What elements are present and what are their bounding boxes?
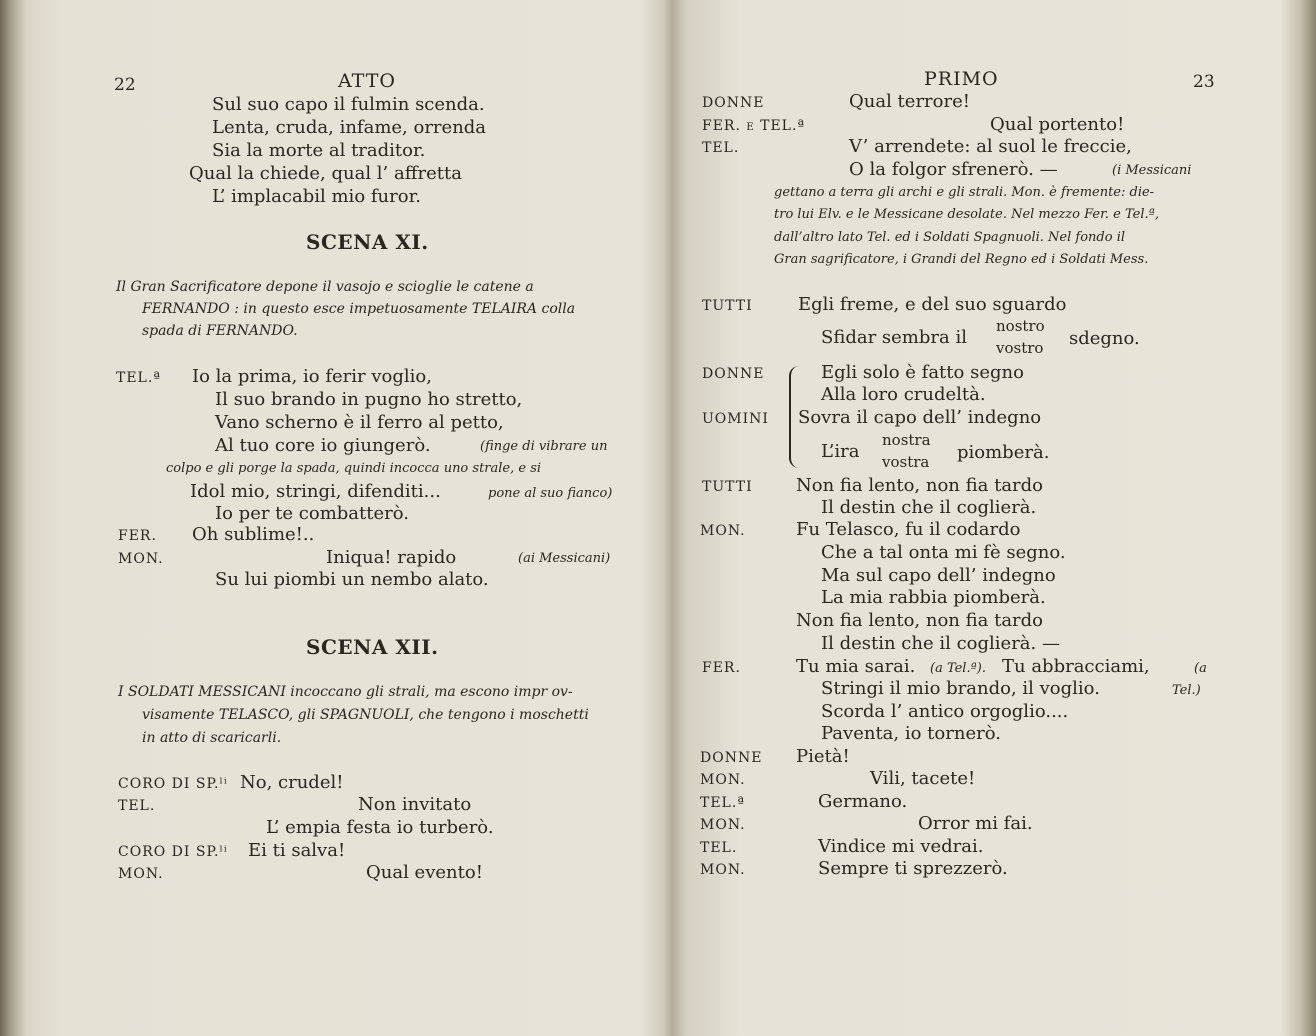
stage-direction: colpo e gli porge la spada, quindi incocca uno strale, e si — [166, 461, 542, 476]
stage-direction: spada di FERNANDO. — [142, 323, 298, 339]
verse-line: Oh sublime!.. — [192, 524, 315, 545]
speaker-label: DONNE — [700, 750, 763, 766]
verse-line: L’ implacabil mio furor. — [212, 186, 421, 207]
speaker-label: MON. — [700, 862, 746, 878]
stacked-word-top: nostro — [996, 317, 1045, 335]
verse-line: Tu abbracciami, — [1002, 656, 1150, 677]
speaker-label: TUTTI — [702, 479, 753, 495]
verse-line: Scorda l’ antico orgoglio.... — [821, 701, 1069, 722]
verse-line: Egli solo è fatto segno — [821, 362, 1024, 383]
stage-aside: (a — [1194, 661, 1207, 676]
verse-line: Stringi il mio brando, il voglio. — [821, 678, 1100, 699]
speaker-label: CORO DI SP.ˡⁱ — [118, 776, 228, 792]
verse-line: Non invitato — [358, 794, 472, 815]
stage-direction: tro lui Elv. e le Messicane desolate. Nel mezzo Fer. e Tel.ª, — [774, 207, 1159, 222]
speaker-label: TUTTI — [702, 298, 753, 314]
verse-line-start: Sfidar sembra il — [821, 327, 967, 348]
verse-line: Su lui piombi un nembo alato. — [215, 569, 489, 590]
verse-line: Paventa, io tornerò. — [821, 723, 1001, 744]
verse-line: Egli freme, e del suo sguardo — [798, 294, 1067, 315]
speaker-label: TEL. — [118, 798, 156, 814]
scene-title: SCENA XII. — [306, 635, 439, 659]
verse-line: Qual la chiede, qual l’ affretta — [189, 163, 462, 184]
stage-direction: dall’altro lato Tel. ed i Soldati Spagnuoli. Nel fondo il — [774, 230, 1126, 245]
running-head: ATTO — [338, 70, 396, 92]
stage-direction: Gran sagrificatore, i Grandi del Regno ed i Soldati Mess. — [774, 252, 1149, 267]
verse-line: Ei ti salva! — [248, 840, 346, 861]
verse-line: Non fia lento, non fia tardo — [796, 610, 1044, 631]
stage-direction: in atto di scaricarli. — [142, 730, 282, 746]
speaker-label: FER. e TEL.ª — [702, 118, 806, 134]
speaker-label: MON. — [700, 817, 746, 833]
stage-direction: gettano a terra gli archi e gli strali. Mon. è fremente: die- — [774, 185, 1155, 200]
verse-line: Io per te combatterò. — [215, 503, 409, 524]
stage-direction: I SOLDATI MESSICANI incoccano gli strali, ma escono impr ov- — [118, 684, 573, 700]
verse-line: Iniqua! rapido — [326, 547, 457, 568]
stacked-word-bottom: vostra — [882, 453, 930, 471]
running-head: PRIMO — [924, 68, 999, 90]
stage-aside: Tel.) — [1172, 683, 1201, 698]
verse-line: Fu Telasco, fu il codardo — [796, 519, 1021, 540]
verse-line: Vano scherno è il ferro al petto, — [215, 412, 504, 433]
verse-line: Qual portento! — [990, 114, 1125, 135]
speaker-label: MON. — [118, 866, 164, 882]
verse-line-end: sdegno. — [1069, 328, 1140, 349]
verse-line: Il destin che il coglierà. — — [821, 633, 1060, 654]
verse-line: Vindice mi vedrai. — [818, 836, 984, 857]
stage-direction: Il Gran Sacrificatore depone il vasojo e scioglie le catene a — [116, 279, 534, 295]
speaker-label: TEL. — [700, 840, 738, 856]
verse-line: La mia rabbia piomberà. — [821, 587, 1046, 608]
speaker-label: CORO DI SP.ˡⁱ — [118, 844, 228, 860]
verse-line: Alla loro crudeltà. — [821, 384, 986, 405]
verse-line: Sul suo capo il fulmin scenda. — [212, 94, 485, 115]
verse-line: Germano. — [818, 791, 908, 812]
speaker-label: TEL.ª — [116, 370, 161, 386]
page-number: 22 — [114, 75, 136, 95]
verse-line: Orror mi fai. — [918, 813, 1033, 834]
page-number: 23 — [1193, 72, 1215, 92]
speaker-label: FER. — [118, 528, 157, 544]
stage-aside: (i Messicani — [1112, 163, 1192, 178]
verse-line-end: piomberà. — [957, 442, 1050, 463]
stage-aside: (ai Messicani) — [518, 551, 611, 566]
stacked-word-bottom: vostro — [996, 339, 1044, 357]
verse-line: Qual evento! — [366, 862, 483, 883]
stage-aside: (a Tel.ª). — [930, 661, 986, 676]
verse-line: Al tuo core io giungerò. — [215, 435, 431, 456]
stacked-word-top: nostra — [882, 431, 931, 449]
verse-line: Pietà! — [796, 746, 850, 767]
speaker-label: MON. — [700, 772, 746, 788]
verse-line: No, crudel! — [240, 772, 344, 793]
verse-line: Il suo brando in pugno ho stretto, — [215, 389, 523, 410]
speaker-label: DONNE — [702, 366, 765, 382]
stage-aside: (finge di vibrare un — [480, 439, 608, 454]
verse-line: Sia la morte al traditor. — [212, 140, 426, 161]
speaker-label: UOMINI — [702, 411, 769, 427]
speaker-label: FER. — [702, 660, 741, 676]
right-page — [672, 0, 1316, 1036]
verse-line-start: L’ira — [821, 441, 860, 462]
verse-line: Sempre ti sprezzerò. — [818, 858, 1008, 879]
verse-line: Vili, tacete! — [870, 768, 976, 789]
verse-line: Ma sul capo dell’ indegno — [821, 565, 1056, 586]
verse-line: Non fia lento, non fia tardo — [796, 475, 1044, 496]
stage-direction: visamente TELASCO, gli SPAGNUOLI, che tengono i moschetti — [142, 707, 589, 723]
speaker-label: DONNE — [702, 95, 765, 111]
speaker-label: MON. — [118, 551, 164, 567]
speaker-label: TEL. — [702, 140, 740, 156]
verse-line: O la folgor sfrenerò. — — [849, 159, 1058, 180]
verse-line: Tu mia sarai. — [796, 656, 916, 677]
speaker-label: MON. — [700, 523, 746, 539]
verse-line: Che a tal onta mi fè segno. — [821, 542, 1066, 563]
speaker-label: TEL.ª — [700, 795, 745, 811]
verse-line: Io la prima, io ferir voglio, — [192, 366, 432, 387]
scene-title: SCENA XI. — [306, 230, 429, 254]
verse-line: V’ arrendete: al suol le freccie, — [849, 136, 1132, 157]
stage-aside: pone al suo fianco) — [488, 486, 613, 501]
verse-line: Lenta, cruda, infame, orrenda — [212, 117, 487, 138]
verse-line: Sovra il capo dell’ indegno — [798, 407, 1042, 428]
stage-direction: FERNANDO : in questo esce impetuosamente TELAIRA colla — [142, 301, 576, 317]
verse-line: Il destin che il coglierà. — [821, 497, 1037, 518]
verse-line: Idol mio, stringi, difenditi... — [190, 481, 441, 502]
verse-line: Qual terrore! — [849, 91, 970, 112]
verse-line: L’ empia festa io turberò. — [266, 817, 494, 838]
